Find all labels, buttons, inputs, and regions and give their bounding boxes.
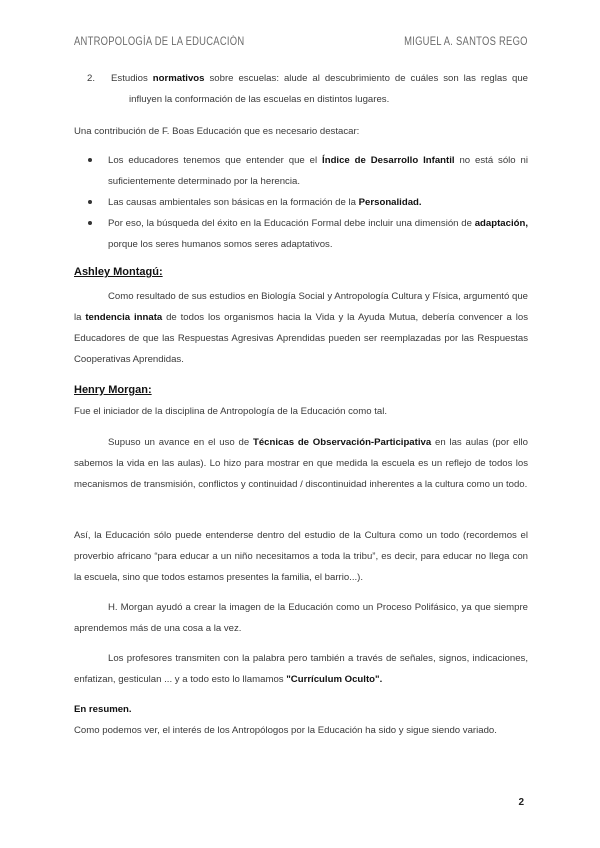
text-run: Los educadores tenemos que entender que el	[108, 155, 318, 166]
summary-paragraph: Como podemos ver, el interés de los Antropólogos por la Educación ha sido y sigue siendo variado.	[74, 725, 497, 736]
summary-heading: En resumen.	[74, 704, 132, 715]
numbered-item-2	[87, 68, 529, 110]
item-text	[111, 68, 528, 110]
morgan-paragraph-5	[74, 648, 528, 690]
morgan-paragraph-2	[74, 432, 528, 495]
bullet-item	[108, 150, 528, 192]
section-heading-montagu: Ashley Montagú:	[74, 266, 163, 278]
montagu-paragraph	[74, 286, 528, 370]
bullet-icon	[88, 158, 92, 162]
text-run: de todos los organismos hacia la Vida y la Ayuda Mutua, debería convencer a los Educadores de que las Respuestas Agresivas Aprendidas pueden ser reemplazadas por las Respuestas Cooperativas Aprendidas.	[74, 312, 529, 365]
text-run: Por eso, la búsqueda del éxito en la Educación Formal debe incluir una dimensión de	[108, 218, 472, 229]
page-number: 2	[518, 797, 524, 808]
intro-paragraph: Una contribución de F. Boas Educación que es necesario destacar:	[74, 126, 360, 137]
bold-term: Técnicas de Observación-Participativa	[252, 437, 432, 448]
bullet-icon	[88, 221, 92, 225]
bold-term: normativos	[152, 73, 205, 84]
morgan-paragraph-1: Fue el iniciador de la disciplina de Antropología de la Educación como tal.	[74, 406, 388, 417]
bold-term: Índice de Desarrollo Infantil	[322, 155, 455, 166]
header-author: MIGUEL A. SANTOS REGO	[404, 36, 528, 48]
bullet-item	[108, 192, 528, 213]
text-run: Las causas ambientales son básicas en la formación de la	[108, 197, 356, 208]
bold-term: tendencia innata	[85, 312, 163, 323]
text-run: Los profesores transmiten con la palabra pero también a través de señales, signos, indicaciones, enfatizan, gesticulan ... y a todo esto lo llamamos	[74, 653, 528, 685]
text-run: Supuso un avance en el uso de	[108, 437, 250, 448]
section-heading-morgan: Henry Morgan:	[74, 384, 152, 396]
bold-term: adaptación,	[474, 218, 529, 229]
text-run: Estudios	[111, 73, 148, 84]
bullet-icon	[88, 200, 92, 204]
text-run: sobre escuelas: alude al descubrimiento de cuáles son las reglas que influyen la conformación de las escuelas en distintos lugares.	[129, 73, 529, 105]
morgan-paragraph-4: H. Morgan ayudó a crear la imagen de la Educación como un Proceso Polifásico, ya que siempre aprendemos más de una cosa a la vez.	[74, 602, 528, 634]
text-run: porque los seres humanos somos seres adaptativos.	[108, 239, 333, 250]
bold-term: Personalidad.	[358, 197, 422, 208]
bullet-item	[108, 213, 528, 255]
morgan-paragraph-3: Así, la Educación sólo puede entenderse dentro del estudio de la Cultura como un todo (recordemos el proverbio africano “para educar a un niño necesitamos a toda la tribu”, es decir, para educar no llega con la escuela, sino que todos estamos presentes la familia, el barrio...).	[74, 530, 528, 583]
text-run: no está sólo ni suficientemente determinado por la herencia.	[108, 155, 529, 187]
bold-term: "Currículum Oculto".	[286, 674, 383, 685]
item-number: 2.	[87, 73, 96, 84]
text-run: Como resultado de sus estudios en Biología Social y Antropología Cultura y Física, argumentó que la	[74, 291, 528, 323]
header-course-title: ANTROPOLOGÍA DE LA EDUCACIÓN	[74, 36, 245, 48]
text-run: en las aulas (por ello sabemos la vida en las aulas). Lo hizo para mostrar en que medida la escuela es un reflejo de todos los mecanismos de transmisión, conflictos y continuidad / discontinuidad inherentes a la cultura como un todo.	[74, 437, 529, 490]
